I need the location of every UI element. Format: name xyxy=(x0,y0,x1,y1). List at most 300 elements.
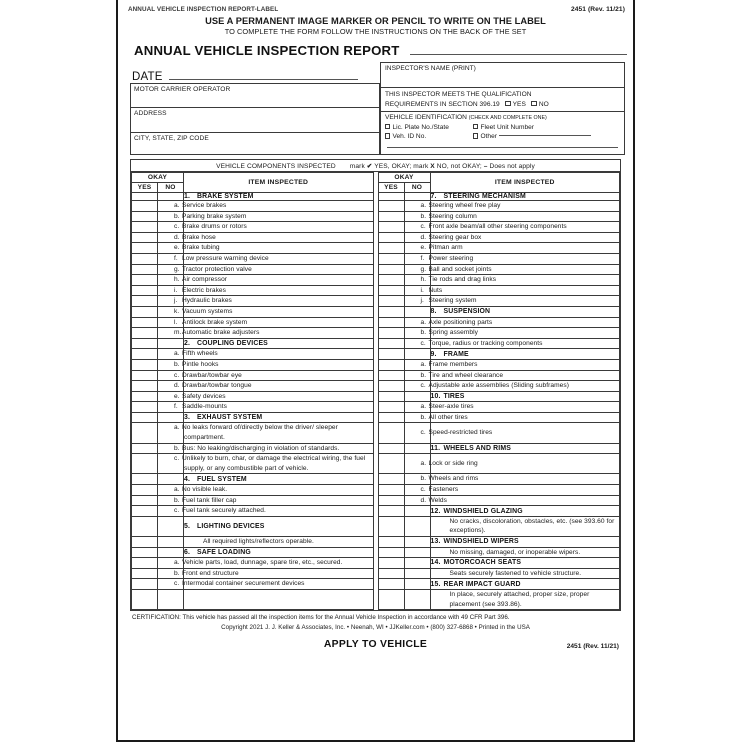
checkbox-fleet-unit-icon[interactable] xyxy=(473,124,479,130)
title-write-line xyxy=(410,54,627,55)
right-item-yes-box[interactable] xyxy=(378,474,404,485)
left-item-yes-box[interactable] xyxy=(132,537,158,548)
right-section-title: 8. SUSPENSION xyxy=(430,306,620,317)
motor-carrier-operator-field[interactable] xyxy=(130,83,380,107)
address-label: ADDRESS xyxy=(134,110,167,117)
right-item-label: b. All other tires xyxy=(430,412,620,423)
left-section-yes-box[interactable] xyxy=(132,474,158,485)
left-item-yes-box[interactable] xyxy=(132,443,158,454)
left-item-yes-box[interactable] xyxy=(132,423,158,443)
apply-to-vehicle-text: APPLY TO VEHICLE xyxy=(323,638,428,650)
right-section-title: 13. WINDSHIELD WIPERS xyxy=(430,537,620,548)
vid-option-0-label: Lic. Plate No./State xyxy=(392,123,449,131)
right-item-label: a. Steering wheel free play xyxy=(430,201,620,212)
right-item-letter: a. xyxy=(420,318,427,326)
right-section-yes-box[interactable] xyxy=(378,558,404,569)
right-item-letter: c. xyxy=(420,382,426,390)
right-section-no-box[interactable] xyxy=(404,443,430,454)
check-mark-icon: ✔ xyxy=(366,162,373,170)
inspection-grid xyxy=(131,172,620,610)
left-item-yes-box[interactable] xyxy=(132,211,158,222)
right-section-yes-box[interactable] xyxy=(378,193,404,201)
left-item-label: d. Drawbar/towbar tongue xyxy=(184,381,374,392)
right-item-yes-box[interactable] xyxy=(378,381,404,392)
right-item-letter: b. xyxy=(420,212,427,220)
motor-carrier-operator-label: MOTOR CARRIER OPERATOR xyxy=(134,86,231,93)
apply-row xyxy=(124,639,627,650)
form-label-title: ANNUAL VEHICLE INSPECTION REPORT-LABEL xyxy=(128,6,279,13)
left-item-yes-box[interactable] xyxy=(132,391,158,402)
left-item-label: l. Antilock brake system xyxy=(184,317,374,328)
left-item-yes-box[interactable] xyxy=(132,285,158,296)
x-mark-icon: X xyxy=(430,162,435,170)
right-item-letter: j. xyxy=(420,297,424,305)
dash-mark-icon: – xyxy=(483,162,488,170)
right-item-letter: c. xyxy=(420,339,426,347)
left-item-label: c. Brake drums or rotors xyxy=(184,222,374,233)
right-item-letter: h. xyxy=(420,276,427,284)
left-section-title: 6. SAFE LOADING xyxy=(184,547,374,558)
left-okay-no-box[interactable] xyxy=(158,589,184,609)
right-item-label: b. Spring assembly xyxy=(430,328,620,339)
left-item-letter: c. xyxy=(174,223,180,231)
right-section-no-box[interactable] xyxy=(404,579,430,590)
vehicle-identification-field xyxy=(380,111,625,155)
right-section-no-box[interactable] xyxy=(404,558,430,569)
left-item-letter: i. xyxy=(174,286,178,294)
right-section-yes-box[interactable] xyxy=(378,391,404,402)
left-item-letter: a. xyxy=(174,486,180,494)
inspector-name-field[interactable] xyxy=(380,62,625,87)
report-title-row xyxy=(124,43,627,58)
left-item-letter: b. xyxy=(174,212,180,220)
form-info-grid xyxy=(124,62,627,155)
form-revision-bottom: 2451 (Rev. 11/21) xyxy=(566,642,619,650)
right-item-no-box[interactable] xyxy=(404,568,430,579)
left-section-no-box[interactable] xyxy=(158,338,184,349)
right-section-number: 9. xyxy=(430,350,437,358)
left-item-label: a. Fifth wheels xyxy=(184,349,374,360)
qualification-no-label: NO xyxy=(538,100,549,108)
right-item-yes-box[interactable] xyxy=(378,516,404,536)
right-item-yes-box[interactable] xyxy=(378,485,404,496)
left-section-no-box[interactable] xyxy=(158,516,184,536)
left-item-letter: l. xyxy=(174,318,178,326)
right-item-label: a. Lock or side ring xyxy=(430,454,620,474)
vid-option-lic-plate[interactable] xyxy=(385,124,473,131)
right-item-label: c. Torque, radius or tracking components xyxy=(430,338,620,349)
right-item-label: No cracks, discoloration, obstacles, etc. (see 393.60 for exceptions). xyxy=(430,516,620,536)
left-item-letter: c. xyxy=(174,580,180,588)
form-revision-top: 2451 (Rev. 11/21) xyxy=(571,6,625,13)
grid-header-row-okay xyxy=(132,173,620,183)
vehicle-identification-heading xyxy=(385,114,624,121)
left-section-no-box[interactable] xyxy=(158,193,184,201)
right-item-letter: a. xyxy=(420,403,427,411)
right-section-title: 10. TIRES xyxy=(430,391,620,402)
left-section-number: 1. xyxy=(184,193,191,200)
components-inspected-header xyxy=(131,160,620,172)
left-item-label: e. Safety devices xyxy=(184,391,374,402)
right-item-yes-box[interactable] xyxy=(378,359,404,370)
right-item-label: e. Pitman arm xyxy=(430,243,620,254)
right-item-label: j. Steering system xyxy=(430,296,620,307)
left-item-yes-box[interactable] xyxy=(132,275,158,286)
left-item-yes-box[interactable] xyxy=(132,381,158,392)
right-item-label: d. Steering gear box xyxy=(430,232,620,243)
left-item-label: d. Brake hose xyxy=(184,232,374,243)
qualification-line1: THIS INSPECTOR MEETS THE QUALIFICATION xyxy=(384,91,532,98)
left-okay-yes-box[interactable] xyxy=(132,589,158,609)
left-item-yes-box[interactable] xyxy=(132,253,158,264)
qualification-line2-row xyxy=(385,100,624,110)
right-item-label: g. Ball and socket joints xyxy=(430,264,620,275)
left-section-number: 3. xyxy=(184,414,191,422)
left-no-header: NO xyxy=(158,183,184,193)
left-item-label: g. Tractor protection valve xyxy=(184,264,374,275)
certification-text: CERTIFICATION: This vehicle has passed all the inspection items for the Annual Vehicle Inspection in accordance with 49 CFR Part 396. xyxy=(132,613,510,621)
right-section-no-box[interactable] xyxy=(404,506,430,517)
right-section-yes-box[interactable] xyxy=(378,579,404,590)
right-item-letter: g. xyxy=(420,265,427,273)
left-item-label: i. Electric brakes xyxy=(184,285,374,296)
vid-option-3-label: Other xyxy=(480,133,497,140)
left-item-label: m.Automatic brake adjusters xyxy=(184,328,374,339)
left-item-label: a. Service brakes xyxy=(184,201,374,212)
right-item-yes-box[interactable] xyxy=(378,328,404,339)
right-section-title: 9. FRAME xyxy=(430,349,620,360)
right-item-label: a. Axle positioning parts xyxy=(430,317,620,328)
left-item-letter: k. xyxy=(174,307,180,315)
right-item-label: No missing, damaged, or inoperable wipers. xyxy=(430,547,620,558)
left-item-letter: a. xyxy=(174,350,180,358)
right-yes-header: YES xyxy=(378,183,404,193)
right-item-yes-box[interactable] xyxy=(378,275,404,286)
right-item-yes-box[interactable] xyxy=(378,211,404,222)
right-section-title: 11. WHEELS AND RIMS xyxy=(430,443,620,454)
right-section-number: 14. xyxy=(430,559,441,567)
left-item-label: h. Air compressor xyxy=(184,275,374,286)
right-section-title: 14. MOTORCOACH SEATS xyxy=(430,558,620,569)
left-item-label: b. Pintle hooks xyxy=(184,359,374,370)
left-item-yes-box[interactable] xyxy=(132,317,158,328)
left-okay-header: OKAY xyxy=(132,173,184,183)
left-section-yes-box[interactable] xyxy=(132,338,158,349)
vid-row-2 xyxy=(385,133,624,140)
left-item-label: b. Fuel tank filler cap xyxy=(184,495,374,506)
left-item-yes-box[interactable] xyxy=(132,306,158,317)
right-item-label: Seats securely fastened to vehicle structure. xyxy=(430,568,620,579)
left-item-yes-box[interactable] xyxy=(132,349,158,360)
left-item-label: k. Vacuum systems xyxy=(184,306,374,317)
left-item-yes-box[interactable] xyxy=(132,495,158,506)
left-item-label: All required lights/reflectors operable. xyxy=(184,537,374,548)
vid-extra-input-line[interactable] xyxy=(387,147,618,148)
right-item-no-box[interactable] xyxy=(404,547,430,558)
left-item-label: a. Vehicle parts, load, dunnage, spare tire, etc., secured. xyxy=(184,558,374,569)
vehicle-identification-label: VEHICLE IDENTIFICATION xyxy=(384,114,467,121)
left-section-title: 2. COUPLING DEVICES xyxy=(184,338,374,349)
address-field[interactable] xyxy=(130,107,380,132)
qualification-line2: REQUIREMENTS IN SECTION 396.19 xyxy=(384,100,500,108)
left-item-label: f. Low pressure warning device xyxy=(184,253,374,264)
left-item-letter: a. xyxy=(174,559,180,567)
right-item-yes-box[interactable] xyxy=(378,568,404,579)
left-item-letter: h. xyxy=(174,276,180,284)
left-item-letter: f. xyxy=(174,254,178,262)
right-item-label: b. Wheels and rims xyxy=(430,474,620,485)
left-item-no-box[interactable] xyxy=(158,537,184,548)
left-item-label: c. Fuel tank securely attached. xyxy=(184,506,374,517)
left-item-letter: d. xyxy=(174,382,180,390)
checkbox-qualification-yes[interactable] xyxy=(505,101,511,107)
left-item-yes-box[interactable] xyxy=(132,328,158,339)
left-yes-header: YES xyxy=(132,183,158,193)
right-section-no-box[interactable] xyxy=(404,349,430,360)
vid-option-other[interactable] xyxy=(473,133,591,140)
right-section-no-box[interactable] xyxy=(404,537,430,548)
right-section-yes-box[interactable] xyxy=(378,349,404,360)
right-section-yes-box[interactable] xyxy=(378,306,404,317)
right-item-letter: b. xyxy=(420,413,427,421)
left-item-yes-box[interactable] xyxy=(132,568,158,579)
left-section-title: 4. FUEL SYSTEM xyxy=(184,474,374,485)
left-item-yes-box[interactable] xyxy=(132,579,158,590)
left-item-letter: c. xyxy=(174,455,180,463)
right-okay-header: OKAY xyxy=(378,173,430,183)
right-item-yes-box[interactable] xyxy=(378,317,404,328)
right-item-yes-box[interactable] xyxy=(378,232,404,243)
vid-option-2-label: Veh. ID No. xyxy=(392,133,427,140)
right-item-yes-box[interactable] xyxy=(378,264,404,275)
right-item-letter: a. xyxy=(420,202,427,209)
city-state-zip-field[interactable] xyxy=(130,132,380,155)
right-item-yes-box[interactable] xyxy=(378,402,404,413)
left-section-yes-box[interactable] xyxy=(132,193,158,201)
checkbox-other-icon[interactable] xyxy=(473,133,479,139)
right-item-label: a. Steer-axle tires xyxy=(430,402,620,413)
right-item-letter: c. xyxy=(420,486,426,494)
date-input[interactable] xyxy=(169,79,358,80)
left-section-no-box[interactable] xyxy=(158,547,184,558)
right-item-label: h. Tie rods and drag links xyxy=(430,275,620,286)
left-item-inspected-header: ITEM INSPECTED xyxy=(184,173,374,193)
right-section-number: 15. xyxy=(430,580,441,588)
components-inspected-title: VEHICLE COMPONENTS INSPECTED xyxy=(216,162,336,170)
left-item-letter: j. xyxy=(174,297,178,305)
vid-option-1-label: Fleet Unit Number xyxy=(480,123,534,131)
right-item-yes-box[interactable] xyxy=(378,589,404,609)
right-item-no-box[interactable] xyxy=(404,516,430,536)
right-section-no-box[interactable] xyxy=(404,306,430,317)
right-section-title: 7. STEERING MECHANISM xyxy=(430,193,620,201)
left-item-yes-box[interactable] xyxy=(132,222,158,233)
left-item-yes-box[interactable] xyxy=(132,296,158,307)
right-item-label: c. Speed-restricted tires xyxy=(430,423,620,443)
right-section-no-box[interactable] xyxy=(404,193,430,201)
right-item-yes-box[interactable] xyxy=(378,201,404,212)
page-title: ANNUAL VEHICLE INSPECTION REPORT xyxy=(134,43,400,58)
left-item-yes-box[interactable] xyxy=(132,558,158,569)
right-item-label: c. Front axle beam/all other steering components xyxy=(430,222,620,233)
right-item-yes-box[interactable] xyxy=(378,243,404,254)
right-item-no-box[interactable] xyxy=(404,589,430,609)
right-item-label: c. Adjustable axle assemblies (Sliding subframes) xyxy=(430,381,620,392)
right-item-yes-box[interactable] xyxy=(378,412,404,423)
vehicle-components-table xyxy=(130,159,621,611)
right-item-label: f. Power steering xyxy=(430,253,620,264)
left-section-title: 5. LIGHTING DEVICES xyxy=(184,516,374,536)
left-item-letter: a. xyxy=(174,202,180,209)
right-section-yes-box[interactable] xyxy=(378,443,404,454)
left-item-yes-box[interactable] xyxy=(132,485,158,496)
mark-text-3: Does not apply xyxy=(489,162,535,170)
form-info-right xyxy=(380,62,625,155)
left-item-letter: m. xyxy=(174,329,182,337)
left-item-yes-box[interactable] xyxy=(132,201,158,212)
right-section-number: 12. xyxy=(430,507,441,515)
left-item-label: b. Bus: No leaking/discharging in violation of standards. xyxy=(184,443,374,454)
right-item-yes-box[interactable] xyxy=(378,495,404,506)
left-item-yes-box[interactable] xyxy=(132,454,158,474)
left-item-letter: d. xyxy=(174,233,180,241)
right-item-yes-box[interactable] xyxy=(378,285,404,296)
right-item-letter: c. xyxy=(420,429,426,437)
vid-option-fleet-unit[interactable] xyxy=(473,124,534,131)
right-item-yes-box[interactable] xyxy=(378,547,404,558)
left-item-label: f. Saddle-mounts xyxy=(184,402,374,413)
right-item-letter: i. xyxy=(420,286,424,294)
left-item-letter: f. xyxy=(174,403,178,411)
vid-option-veh-id[interactable] xyxy=(385,133,473,140)
left-item-letter: b. xyxy=(174,496,180,504)
checkbox-qualification-no[interactable] xyxy=(531,101,537,107)
left-item-yes-box[interactable] xyxy=(132,264,158,275)
right-item-letter: b. xyxy=(420,371,427,379)
right-item-yes-box[interactable] xyxy=(378,370,404,381)
left-item-yes-box[interactable] xyxy=(132,232,158,243)
right-no-header: NO xyxy=(404,183,430,193)
right-section-yes-box[interactable] xyxy=(378,506,404,517)
left-item-letter: a. xyxy=(174,424,180,432)
inspection-grid-body xyxy=(132,193,620,610)
right-section-number: 11. xyxy=(430,444,441,452)
right-item-yes-box[interactable] xyxy=(378,338,404,349)
date-label: DATE xyxy=(132,71,163,83)
other-input-line[interactable] xyxy=(499,135,591,136)
right-item-letter: f. xyxy=(420,254,425,262)
right-item-letter: a. xyxy=(420,360,427,368)
checkbox-veh-id-icon[interactable] xyxy=(385,133,391,139)
left-item-label: c. Drawbar/towbar eye xyxy=(184,370,374,381)
right-section-number: 10. xyxy=(430,392,441,400)
right-item-letter: e. xyxy=(420,244,427,252)
left-section-title: 1. BRAKE SYSTEM xyxy=(184,193,374,201)
right-item-letter: b. xyxy=(420,475,427,483)
left-item-letter: b. xyxy=(174,360,180,368)
left-item-letter: e. xyxy=(174,392,180,400)
right-item-letter: d. xyxy=(420,233,427,241)
right-section-number: 8. xyxy=(430,308,437,316)
left-section-number: 4. xyxy=(184,475,191,483)
left-section-yes-box[interactable] xyxy=(132,412,158,423)
qualification-yes-label: YES xyxy=(512,100,526,108)
left-item-letter: b. xyxy=(174,569,180,577)
right-item-yes-box[interactable] xyxy=(378,222,404,233)
left-item-letter: c. xyxy=(174,507,180,515)
left-section-yes-box[interactable] xyxy=(132,516,158,536)
right-item-letter: a. xyxy=(420,460,427,468)
left-item-label: a. No visible leak. xyxy=(184,485,374,496)
left-item-letter: g. xyxy=(174,265,180,273)
checkbox-lic-plate-icon[interactable] xyxy=(385,124,391,130)
top-header-row xyxy=(124,4,627,13)
inspection-report-document xyxy=(116,0,635,742)
right-section-number: 7. xyxy=(430,193,437,200)
right-item-label: b. Steering column xyxy=(430,211,620,222)
left-item-label: j. Hydraulic brakes xyxy=(184,296,374,307)
right-item-label: d. Welds xyxy=(430,495,620,506)
right-item-label: a. Frame members xyxy=(430,359,620,370)
right-section-title: 12. WINDSHIELD GLAZING xyxy=(430,506,620,517)
inspector-name-label: INSPECTOR'S NAME (PRINT) xyxy=(384,65,476,72)
left-section-title: 3. EXHAUST SYSTEM xyxy=(184,412,374,423)
qualification-field xyxy=(380,87,625,111)
left-empty-cell xyxy=(184,589,374,609)
left-item-label: b. Parking brake system xyxy=(184,211,374,222)
right-section-title: 15. REAR IMPACT GUARD xyxy=(430,579,620,590)
right-item-yes-box[interactable] xyxy=(378,423,404,443)
right-item-yes-box[interactable] xyxy=(378,454,404,474)
left-section-no-box[interactable] xyxy=(158,412,184,423)
right-item-letter: c. xyxy=(420,223,426,231)
left-section-number: 6. xyxy=(184,548,191,556)
left-item-letter: c. xyxy=(174,371,180,379)
left-item-yes-box[interactable] xyxy=(132,359,158,370)
city-state-zip-label: CITY, STATE, ZIP CODE xyxy=(134,135,209,142)
left-section-number: 2. xyxy=(184,340,191,348)
left-item-label: e. Brake tubing xyxy=(184,243,374,254)
left-item-label: c. Intermodal container securement devices xyxy=(184,579,374,590)
right-section-no-box[interactable] xyxy=(404,391,430,402)
right-item-label: b. Tire and wheel clearance xyxy=(430,370,620,381)
left-item-yes-box[interactable] xyxy=(132,402,158,413)
inspection-grid-head xyxy=(132,173,620,193)
left-item-letter: e. xyxy=(174,244,180,252)
left-item-label: a. No leaks forward of/directly below the driver/ sleeper compartment. xyxy=(184,423,374,443)
left-item-label: b. Front end structure xyxy=(184,568,374,579)
left-section-no-box[interactable] xyxy=(158,474,184,485)
instruction-banner-line1: USE A PERMANENT IMAGE MARKER OR PENCIL TO WRITE ON THE LABEL xyxy=(205,16,546,26)
right-section-number: 13. xyxy=(430,538,441,546)
left-item-yes-box[interactable] xyxy=(132,506,158,517)
left-item-yes-box[interactable] xyxy=(132,243,158,254)
mark-text-2: NO, not OKAY; xyxy=(436,162,482,170)
right-section-yes-box[interactable] xyxy=(378,537,404,548)
right-item-label: In place, securely attached, proper size, proper placement (see 393.86). xyxy=(430,589,620,609)
table-row xyxy=(132,193,620,201)
left-item-yes-box[interactable] xyxy=(132,370,158,381)
right-item-yes-box[interactable] xyxy=(378,253,404,264)
mark-text-1: YES, OKAY; xyxy=(374,162,412,170)
vehicle-identification-note: (CHECK AND COMPLETE ONE) xyxy=(468,115,547,121)
left-section-number: 5. xyxy=(184,522,191,530)
right-item-yes-box[interactable] xyxy=(378,296,404,307)
left-section-yes-box[interactable] xyxy=(132,547,158,558)
vid-row-1 xyxy=(385,124,624,131)
copyright-text: Copyright 2021 J. J. Keller & Associates, Inc. • Neenah, WI • JJKeller.com • (800) 327-6868 • Printed in the USA xyxy=(221,623,530,631)
right-item-label: c. Fasteners xyxy=(430,485,620,496)
